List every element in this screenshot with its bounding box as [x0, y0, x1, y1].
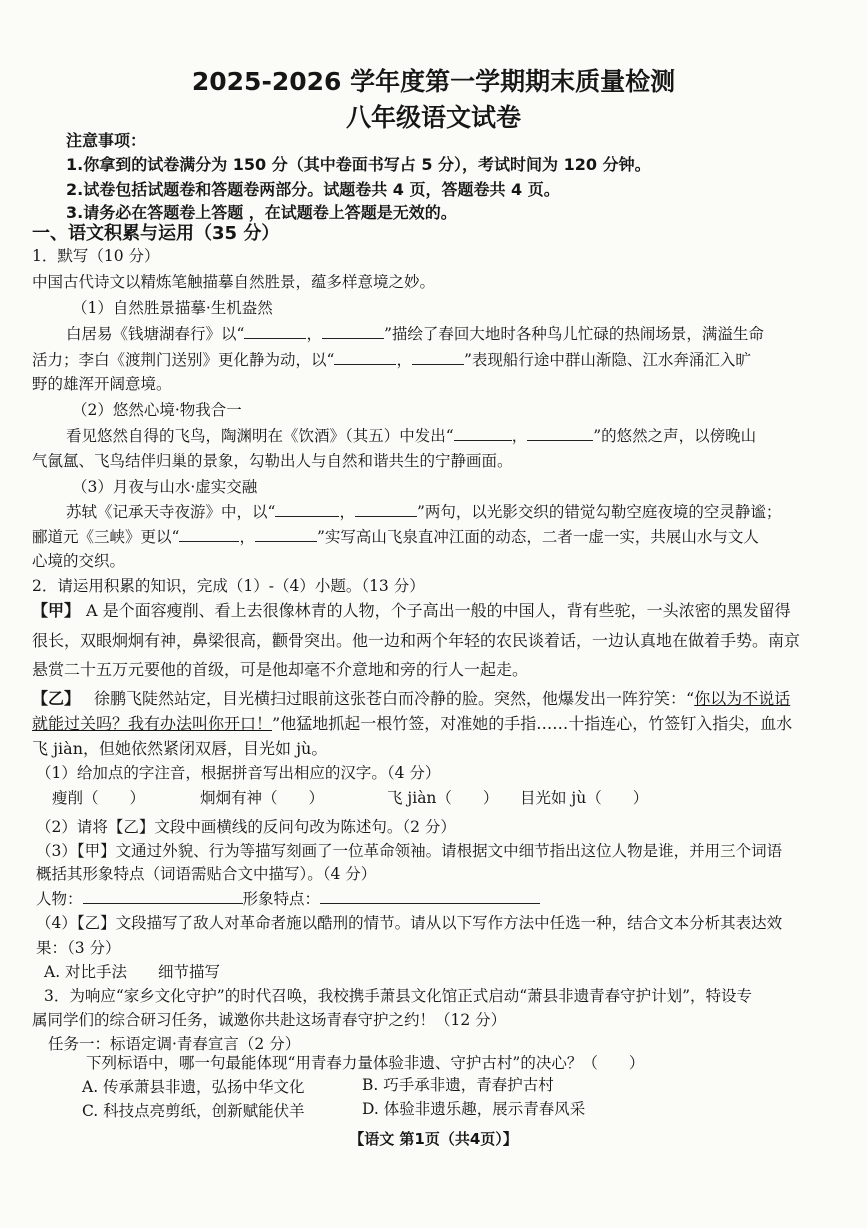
- answer-blank[interactable]: [255, 527, 317, 542]
- q1-sub3-line: 苏轼《记承天寺夜游》中，以“ ， ”两句，以光影交织的错觉勾勒空庭夜境的空灵静谧；: [66, 503, 782, 521]
- q1-sub1-title: （1）自然胜景描摹·生机盎然: [72, 299, 273, 317]
- q3-question: 下列标语中，哪一句最能体现“用青春力量体验非遗、守护古村”的决心？（ ）: [86, 1054, 645, 1072]
- q2-sub4-options: A. 对比手法 细节描写: [44, 963, 221, 981]
- q2-sub1-item: 炯炯有神（ ）: [200, 789, 325, 807]
- notice-item: 1.你拿到的试卷满分为 150 分（其中卷面书写占 5 分），考试时间为 120 分钟。: [66, 155, 651, 174]
- passage-yi-line: 就能过关吗？我有办法叫你开口！”他猛地抓起一根竹签，对准她的手指……十指连心，竹签钉入指尖，血水: [32, 714, 793, 733]
- passage-yi-line: 飞 jiàn，但她依然紧闭双唇，目光如 jù。: [32, 739, 328, 758]
- q1-sub2-line: 气氤氲、飞鸟结伴归巢的景象，勾勒出人与自然和谐共生的宁静画面。: [32, 452, 513, 470]
- q2-sub3-line: 概括其形象特点（词语需贴合文中描写）。（4 分）: [36, 865, 377, 883]
- passage-yi-line: 【乙】 徐鹏飞陡然站定，目光横扫过眼前这张苍白而冷静的脸。突然，他爆发出一阵狞笑：“你以为不说话: [32, 689, 791, 708]
- person-answer-blank[interactable]: [83, 889, 243, 904]
- page-footer: 【语文 第1页（共4页）】: [349, 1130, 518, 1148]
- question-3-line: 3．为响应“家乡文化守护”的时代召唤，我校携手萧县文化馆正式启动“萧县非遗青春守护计划”，特设专: [44, 987, 753, 1005]
- q1-sub1-line: 白居易《钱塘湖春行》以“ ， ”描绘了春回大地时各种鸟儿忙碌的热闹场景，满溢生命: [66, 325, 764, 343]
- question-3-line: 属同学们的综合研习任务，诚邀你共赴这场青春守护之约！（12 分）: [32, 1011, 507, 1029]
- answer-blank[interactable]: [527, 426, 593, 441]
- question-2-title: 2．请运用积累的知识，完成（1）-（4）小题。（13 分）: [32, 577, 425, 595]
- q2-sub4-line: 果：（3 分）: [36, 939, 121, 957]
- q1-sub2-title: （2）悠然心境·物我合一: [72, 401, 242, 419]
- option-d: D. 体验非遗乐趣，展示青春风采: [362, 1100, 586, 1118]
- answer-blank[interactable]: [322, 324, 384, 339]
- answer-blank[interactable]: [412, 350, 464, 365]
- q1-sub3-title: （3）月夜与山水·虚实交融: [72, 478, 258, 496]
- passage-jia-line: 【甲】 A 是个面容瘦削、看上去很像林青的人物，个子高出一般的中国人，背有些驼，一头浓密的黑发留得: [32, 601, 791, 620]
- section-heading: 一、语文积累与运用（35 分）: [32, 223, 280, 244]
- question-1-title: 1．默写（10 分）: [32, 247, 160, 265]
- q1-sub3-line: 心境的交织。: [32, 552, 126, 570]
- q2-sub3-answer-row: 人物： 形象特点：: [36, 887, 540, 909]
- exam-subtitle: 八年级语文试卷: [345, 103, 521, 132]
- q2-sub1-title: （1）给加点的字注音，根据拼音写出相应的汉字。（4 分）: [36, 764, 441, 782]
- q2-sub1-item: 飞 jiàn（ ）: [387, 789, 499, 807]
- passage-jia-line: 很长，双眼炯炯有神，鼻梁很高，颧骨突出。他一边和两个年轻的农民谈着话，一边认真地在做着手势。南京: [32, 631, 801, 650]
- q1-sub2-line: 看见悠然自得的飞鸟，陶渊明在《饮酒》（其五）中发出“ ， ”的悠然之声，以傍晚山: [66, 427, 757, 445]
- option-a: A. 传承萧县非遗，弘扬中华文化: [82, 1078, 305, 1096]
- passage-jia-line: 悬赏二十五万元要他的首级，可是他却毫不介意地和旁的行人一起走。: [32, 660, 529, 679]
- answer-blank[interactable]: [244, 324, 306, 339]
- option-c: C. 科技点亮剪纸，创新赋能伏羊: [82, 1102, 305, 1120]
- answer-blank[interactable]: [355, 502, 417, 517]
- q3-task-title: 任务一：标语定调·青春宣言（2 分）: [48, 1035, 301, 1053]
- answer-blank[interactable]: [275, 502, 339, 517]
- answer-blank[interactable]: [454, 426, 512, 441]
- q1-sub1-line: 野的雄浑开阔意境。: [32, 375, 172, 393]
- q2-sub1-item: 目光如 jù（ ）: [520, 789, 649, 807]
- q2-sub3-line: （3）【甲】文通过外貌、行为等描写刻画了一位革命领袖。请根据文中细节指出这位人物是谁，并用三个词语: [36, 842, 783, 860]
- notice-heading: 注意事项：: [66, 131, 147, 150]
- q2-sub2-title: （2）请将【乙】文段中画横线的反问句改为陈述句。（2 分）: [36, 818, 456, 836]
- answer-blank[interactable]: [179, 527, 239, 542]
- notice-item: 2.试卷包括试题卷和答题卷两部分。试题卷共 4 页，答题卷共 4 页。: [66, 180, 560, 199]
- exam-title: 2025-2026 学年度第一学期期末质量检测: [191, 67, 676, 96]
- option-b: B. 巧手承非遗，青春护古村: [362, 1076, 554, 1094]
- trait-answer-blank[interactable]: [320, 889, 540, 904]
- answer-blank[interactable]: [334, 350, 396, 365]
- notice-item: 3.请务必在答题卷上答题 ，在试题卷上答题是无效的。: [66, 203, 457, 222]
- q1-sub3-line: 郦道元《三峡》更以“ ， ”实写高山飞泉直冲江面的动态，二者一虚一实，共展山水与文人: [32, 528, 759, 546]
- q2-sub4-line: （4）【乙】文段描写了敌人对革命者施以酷刑的情节。请从以下写作方法中任选一种，结合文本分析其表达效: [36, 914, 783, 932]
- question-1-intro: 中国古代诗文以精炼笔触描摹自然胜景，蕴多样意境之妙。: [32, 273, 436, 291]
- q2-sub1-item: 瘦削（ ）: [52, 789, 146, 807]
- q1-sub1-line: 活力；李白《渡荆门送别》更化静为动，以“ ， ”表现船行途中群山渐隐、江水奔涌汇入旷: [32, 351, 751, 369]
